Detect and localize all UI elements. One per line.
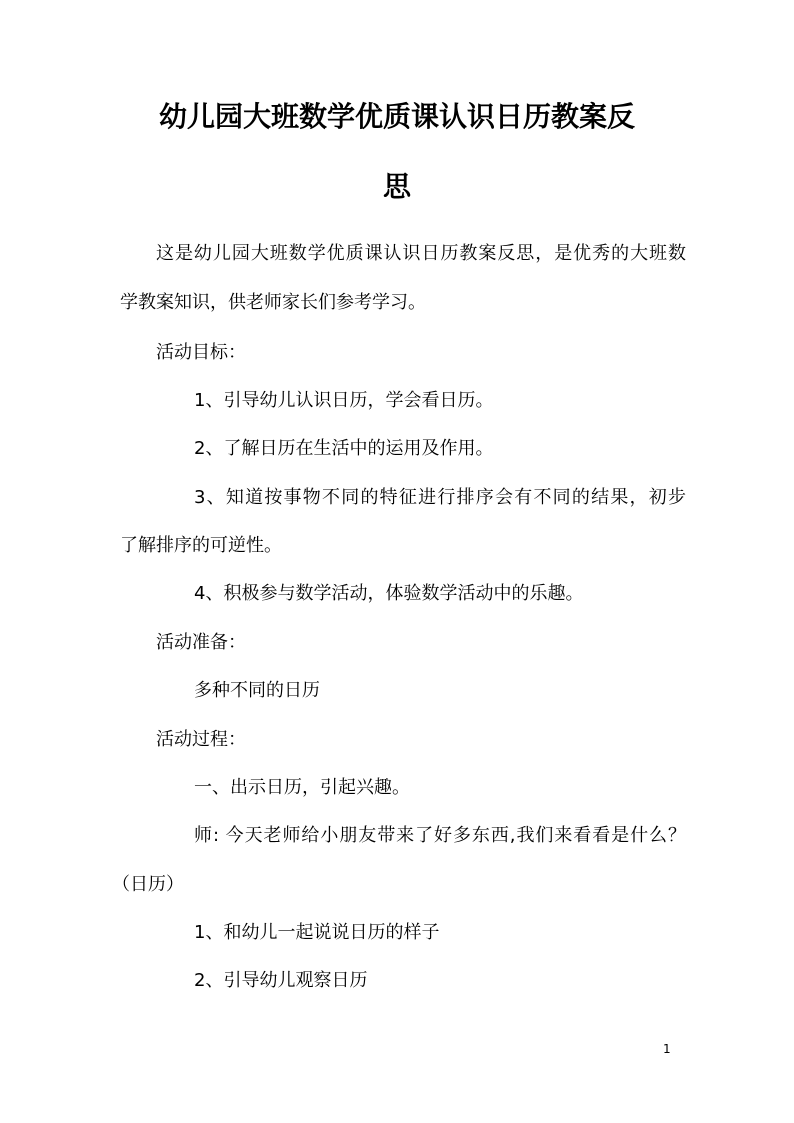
teacher-dialogue-line-2: （日历）: [112, 874, 184, 895]
activity-process-heading: 活动过程：: [156, 729, 246, 750]
goal-item-3-line-2: 了解排序的可逆性。: [120, 535, 282, 556]
process-step-1: 一、出示日历，引起兴趣。: [194, 777, 410, 798]
goal-item-3-line-1: 3、知道按事物不同的特征进行排序会有不同的结果，初步: [194, 487, 686, 508]
process-substep-1: 1、和幼儿一起说说日历的样子: [194, 922, 440, 943]
page-number: 1: [663, 1042, 671, 1056]
teacher-dialogue-line-1: 师: 今天老师给小朋友带来了好多东西,我们来看看是什么？: [194, 825, 686, 846]
activity-goals-heading: 活动目标：: [156, 342, 246, 363]
process-substep-2: 2、引导幼儿观察日历: [194, 970, 368, 991]
preparation-item: 多种不同的日历: [194, 680, 320, 701]
goal-item-4: 4、积极参与数学活动，体验数学活动中的乐趣。: [194, 583, 584, 604]
document-title-line-1: 幼儿园大班数学优质课认识日历教案反: [158, 100, 635, 133]
goal-item-1: 1、引导幼儿认识日历，学会看日历。: [194, 390, 494, 411]
intro-paragraph-line-1: 这是幼儿园大班数学优质课认识日历教案反思，是优秀的大班数: [156, 243, 686, 264]
activity-preparation-heading: 活动准备：: [156, 632, 246, 653]
intro-paragraph-line-2: 学教案知识，供老师家长们参考学习。: [120, 292, 426, 313]
goal-item-2: 2、了解日历在生活中的运用及作用。: [194, 438, 494, 459]
document-title-line-2: 思: [382, 170, 411, 203]
